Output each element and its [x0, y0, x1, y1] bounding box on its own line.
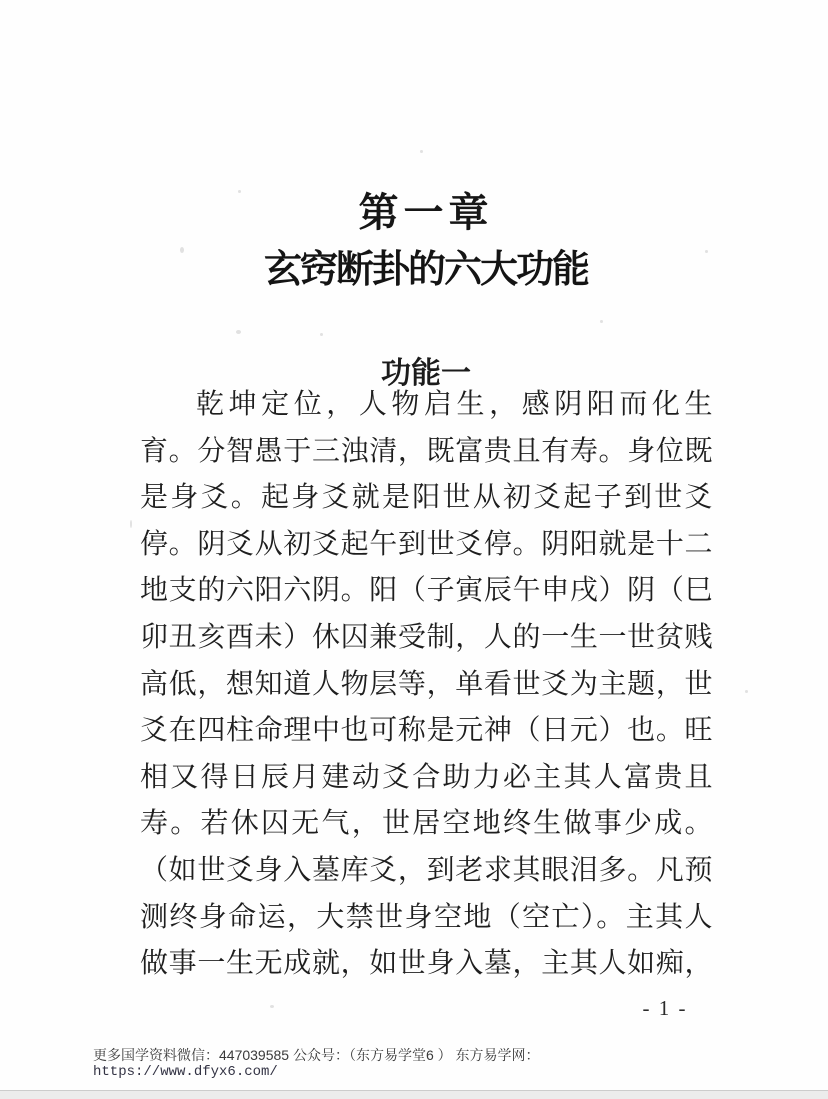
scan-noise	[600, 320, 603, 323]
chapter-subtitle: 玄窍断卦的六大功能	[263, 249, 588, 291]
body-line: 测终身命运，大禁世身空地（空亡）。主其人	[140, 901, 713, 933]
scan-noise	[130, 520, 132, 528]
watermark-footer	[93, 1047, 540, 1081]
body-line: 卯丑亥酉未）休囚兼受制，人的一生一世贫贱	[140, 621, 713, 653]
body-text	[140, 382, 713, 988]
body-line: 育。分智愚于三浊清，既富贵且有寿。身位既	[140, 435, 713, 467]
body-line: （如世爻身入墓库爻，到老求其眼泪多。凡预	[140, 854, 713, 886]
section-heading: 功能一	[381, 357, 471, 390]
watermark-url: https://www.dfyx6.com/	[93, 1064, 278, 1080]
body-line: 地支的六阳六阴。阳（子寅辰午申戌）阴（巳	[140, 575, 713, 607]
body-line: 乾坤定位，人物启生，感阴阳而化生	[196, 389, 713, 420]
page-number: - 1 -	[642, 996, 688, 1020]
body-line: 寿。若休囚无气，世居空地终生做事少成。	[140, 808, 713, 840]
watermark-contact-line: 更多国学资料微信：447039585 公众号：（东方易学堂6 ） 东方易学网：	[93, 1047, 540, 1063]
bottom-edge-band	[0, 1090, 828, 1099]
body-line: 高低，想知道人物层等，单看世爻为主题，世	[140, 668, 713, 700]
chapter-title: 第一章	[358, 190, 494, 235]
scan-noise	[320, 333, 323, 336]
body-line: 做事一生无成就，如世身入墓，主其人如痴，	[140, 948, 713, 980]
scan-noise	[420, 150, 423, 153]
scan-noise	[745, 690, 748, 693]
body-line: 爻在四柱命理中也可称是元神（日元）也。旺	[140, 715, 713, 747]
body-line: 相又得日辰月建动爻合助力必主其人富贵且	[140, 761, 713, 793]
body-line: 是身爻。起身爻就是阳世从初爻起子到世爻	[140, 482, 713, 514]
scan-noise	[270, 1005, 274, 1008]
body-line: 停。阴爻从初爻起午到世爻停。阴阳就是十二	[140, 528, 713, 560]
scan-noise	[236, 330, 241, 334]
